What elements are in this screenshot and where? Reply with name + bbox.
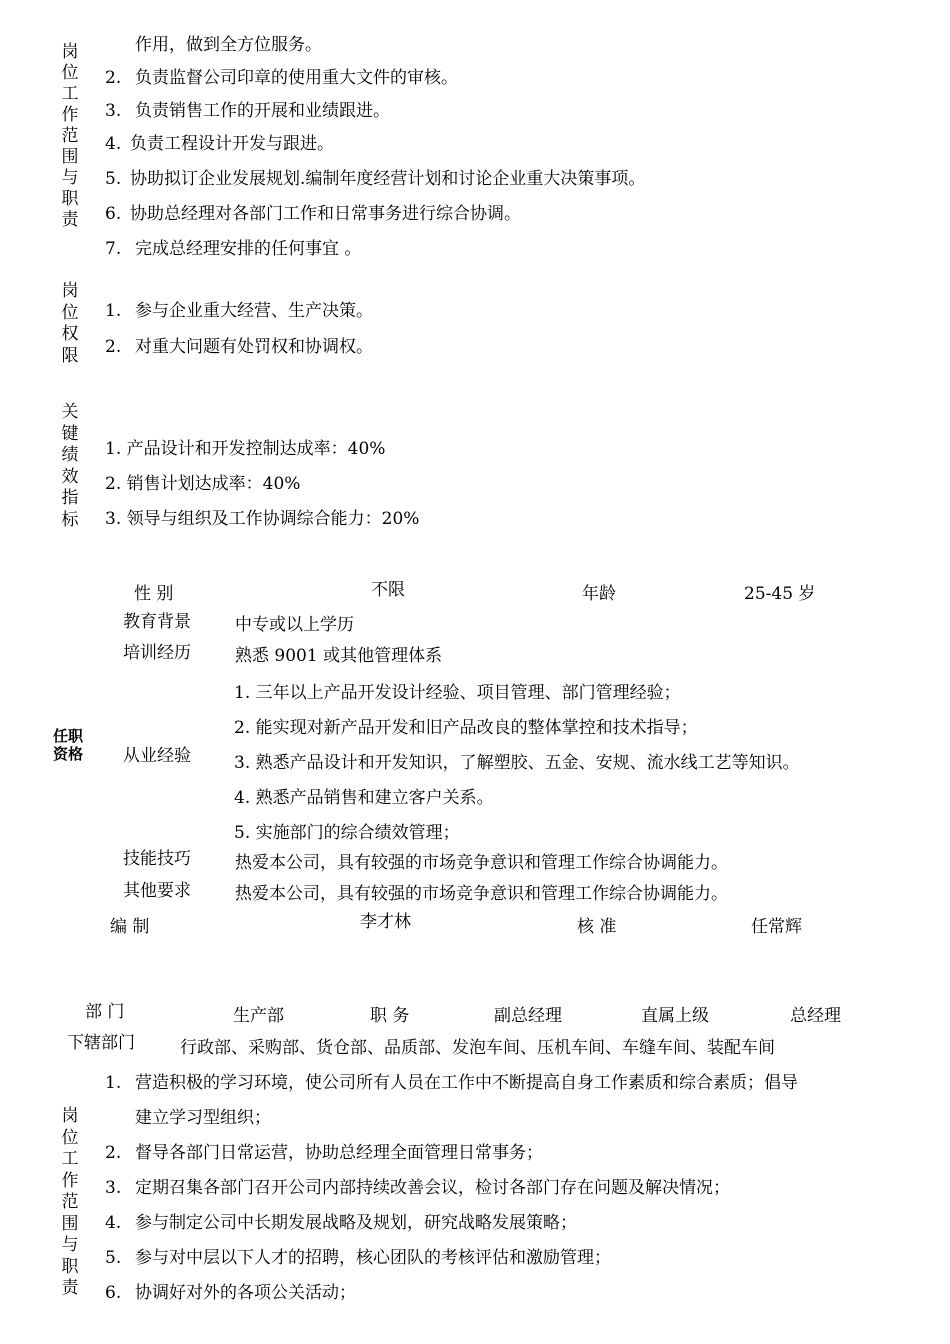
kpi-label: 关键绩效指标 <box>61 402 79 530</box>
superior-label: 直属上级 <box>641 1006 709 1026</box>
section2-item-0-num: 1. <box>105 1073 122 1093</box>
section2-item-2-text: 督导各部门日常运营，协助总经理全面管理日常事务； <box>135 1143 543 1163</box>
superior-value: 总经理 <box>790 1006 841 1026</box>
sub-dept-value: 行政部、采购部、货仓部、品质部、发泡车间、压机车间、车缝车间、装配车间 <box>180 1038 775 1058</box>
training-value: 熟悉 9001 或其他管理体系 <box>235 646 443 666</box>
gender-label: 性 别 <box>134 584 174 604</box>
section2-item-5-num: 5. <box>105 1248 122 1268</box>
qualification-label: 任职资格 <box>53 727 84 763</box>
section2-item-6-num: 6. <box>105 1283 122 1303</box>
authority-label: 岗位权限 <box>61 281 79 366</box>
other-value: 热爱本公司，具有较强的市场竞争意识和管理工作综合协调能力。 <box>235 884 728 904</box>
position-label: 职 务 <box>370 1006 410 1026</box>
section1-item-4-text: 协助拟订企业发展规划.编制年度经营计划和讨论企业重大决策事项。 <box>130 169 646 189</box>
section1-item-5-num: 6. <box>105 204 122 224</box>
prepared-value: 李才林 <box>360 912 411 932</box>
position-value: 副总经理 <box>494 1006 562 1026</box>
skill-label: 技能技巧 <box>123 849 191 869</box>
approved-value: 任常辉 <box>751 917 802 937</box>
section1-label: 岗位工作范围与职责 <box>61 42 79 230</box>
age-value: 25-45 岁 <box>744 584 816 604</box>
section2-item-2-num: 2. <box>105 1143 122 1163</box>
section1-item-0-text: 作用，做到全方位服务。 <box>135 35 322 55</box>
authority-item-1-text: 对重大问题有处罚权和协调权。 <box>135 337 373 357</box>
section1-item-5-text: 协助总经理对各部门工作和日常事务进行综合协调。 <box>130 204 521 224</box>
section1-item-3-text: 负责工程设计开发与跟进。 <box>130 134 334 154</box>
section2-item-4-text: 参与制定公司中长期发展战略及规划，研究战略发展策略； <box>135 1213 577 1233</box>
experience-item-1: 2. 能实现对新产品开发和旧产品改良的整体掌控和技术指导； <box>234 718 698 738</box>
section1-item-6-num: 7. <box>105 239 122 259</box>
age-label: 年龄 <box>582 584 616 604</box>
education-label: 教育背景 <box>123 612 191 632</box>
section2-item-3-text: 定期召集各部门召开公司内部持续改善会议，检讨各部门存在问题及解决情况； <box>135 1178 730 1198</box>
kpi-item-2: 3. 领导与组织及工作协调综合能力：20% <box>105 509 420 529</box>
experience-item-2: 3. 熟悉产品设计和开发知识，了解塑胶、五金、安规、流水线工艺等知识。 <box>234 753 800 773</box>
section2-item-1-text: 建立学习型组织； <box>135 1108 271 1128</box>
experience-item-4: 5. 实施部门的综合绩效管理； <box>234 823 460 843</box>
dept-value: 生产部 <box>233 1006 284 1026</box>
dept-label: 部 门 <box>85 1002 125 1022</box>
authority-item-0-text: 参与企业重大经营、生产决策。 <box>135 301 373 321</box>
experience-item-3: 4. 熟悉产品销售和建立客户关系。 <box>234 788 494 808</box>
section1-item-1-num: 2. <box>105 68 122 88</box>
education-value: 中专或以上学历 <box>235 615 354 635</box>
section1-item-2-text: 负责销售工作的开展和业绩跟进。 <box>135 101 390 121</box>
training-label: 培训经历 <box>123 643 191 663</box>
skill-value: 热爱本公司，具有较强的市场竞争意识和管理工作综合协调能力。 <box>235 853 728 873</box>
other-label: 其他要求 <box>123 881 191 901</box>
kpi-item-1: 2. 销售计划达成率：40% <box>105 474 301 494</box>
section2-label: 岗位工作范围与职责 <box>61 1106 79 1298</box>
section2-item-3-num: 3. <box>105 1178 122 1198</box>
sub-dept-label: 下辖部门 <box>67 1033 135 1053</box>
authority-item-0-num: 1. <box>105 301 122 321</box>
gender-value: 不限 <box>371 580 405 600</box>
approved-label: 核 准 <box>577 917 617 937</box>
section1-item-6-text: 完成总经理安排的任何事宜 。 <box>135 239 362 259</box>
section1-item-3-num: 4. <box>105 134 122 154</box>
prepared-label: 编 制 <box>110 917 150 937</box>
section2-item-0-text: 营造积极的学习环境，使公司所有人员在工作中不断提高自身工作素质和综合素质；倡导 <box>135 1073 798 1093</box>
section1-item-1-text: 负责监督公司印章的使用重大文件的审核。 <box>135 68 458 88</box>
experience-label: 从业经验 <box>123 746 191 766</box>
section1-item-2-num: 3. <box>105 101 122 121</box>
kpi-item-0: 1. 产品设计和开发控制达成率：40% <box>105 439 386 459</box>
section2-item-6-text: 协调好对外的各项公关活动； <box>135 1283 356 1303</box>
authority-item-1-num: 2. <box>105 337 122 357</box>
experience-item-0: 1. 三年以上产品开发设计经验、项目管理、部门管理经验； <box>234 683 681 703</box>
section2-item-4-num: 4. <box>105 1213 122 1233</box>
section2-item-5-text: 参与对中层以下人才的招聘，核心团队的考核评估和激励管理； <box>135 1248 611 1268</box>
section1-item-4-num: 5. <box>105 169 122 189</box>
